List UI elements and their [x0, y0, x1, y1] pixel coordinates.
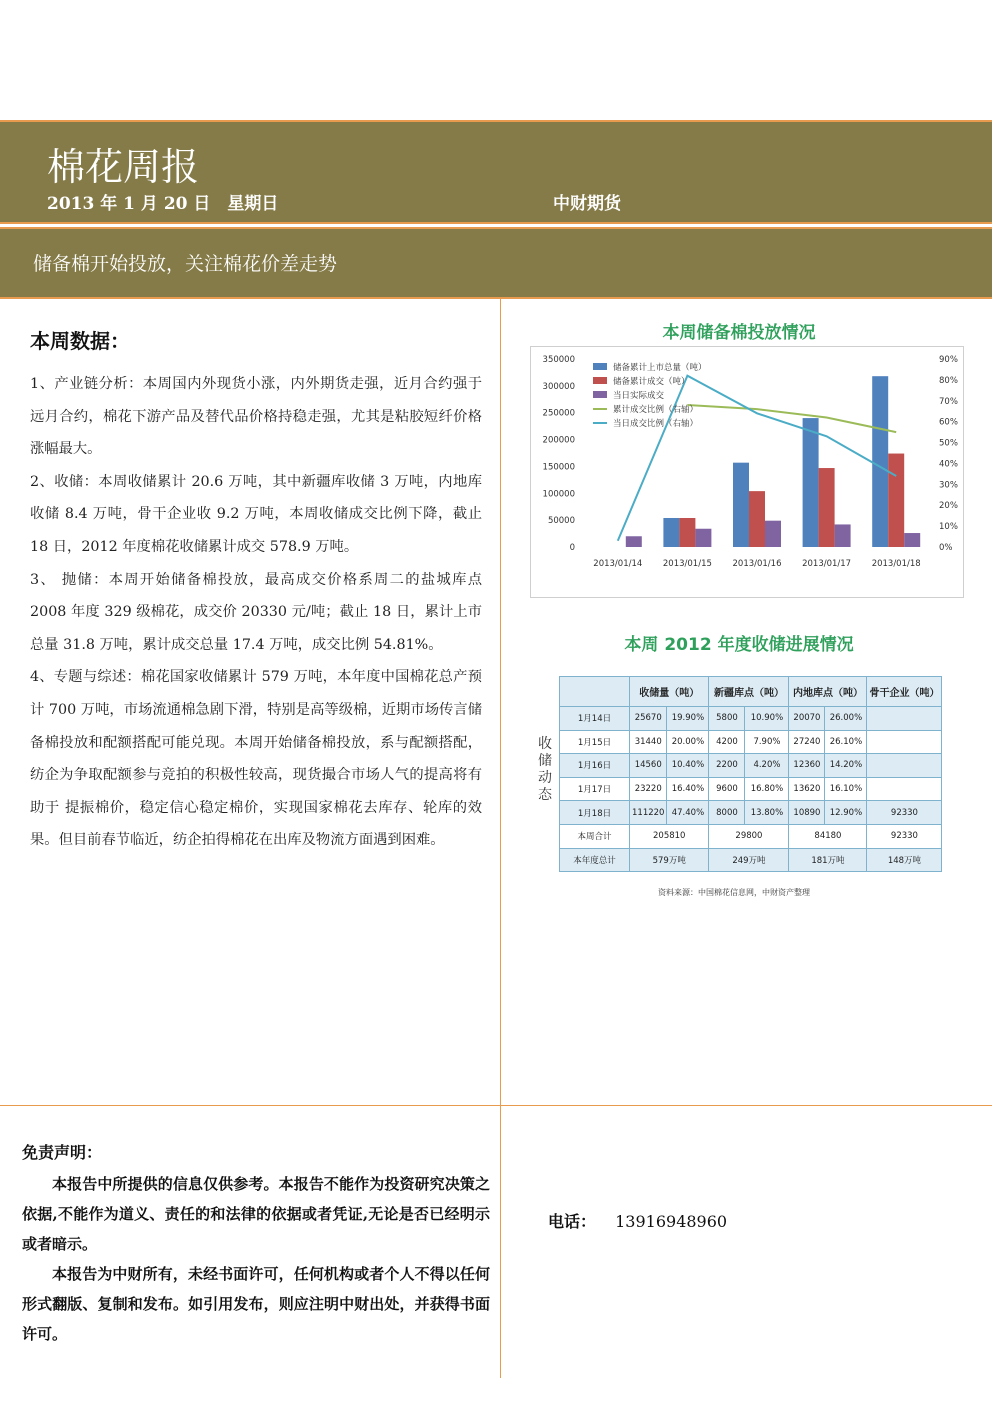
table-title: 本周 2012 年度收储进展情况 — [624, 635, 854, 655]
subtitle-bottom-line — [0, 297, 992, 299]
table-cell: 1月17日 — [560, 777, 630, 801]
table-source-note: 资料来源：中国棉花信息网，中财资产整理 — [658, 888, 810, 897]
y2-tick-label: 80% — [939, 375, 958, 386]
table-header-cell: 内地库点（吨） — [789, 677, 867, 707]
table-cell: 1月14日 — [560, 707, 630, 731]
table-cell: 92330 — [867, 824, 942, 848]
table-cell: 111220 — [630, 801, 667, 825]
table-cell: 13.80% — [745, 801, 789, 825]
column-divider — [500, 299, 501, 1105]
table-row — [560, 777, 942, 801]
table-cell: 8000 — [709, 801, 745, 825]
bar — [835, 524, 851, 547]
y-tick-label: 250000 — [542, 408, 575, 419]
table-cell: 12.90% — [825, 801, 867, 825]
table-cell: 27240 — [789, 730, 825, 754]
main-text-column — [30, 325, 482, 857]
y-tick-label: 350000 — [542, 355, 575, 365]
storage-progress-table — [559, 676, 942, 872]
bar — [904, 533, 920, 547]
paragraph-purchase-storage: 2、收储：本周收储累计 20.6 万吨，其中新疆库收储 3 万吨，内地库收储 8.4 万吨，骨干企业收 9.2 万吨，本周收储成交比例下降，截止 18 日，2012 年度棉花收储累计成交 578.9 万吨。 — [30, 473, 482, 555]
y2-tick-label: 60% — [939, 417, 958, 428]
disclaimer-heading: 免责声明： — [22, 1143, 103, 1162]
x-tick-label: 2013/01/15 — [662, 559, 712, 569]
reserve-release-chart — [530, 346, 964, 598]
legend-label: 累计成交比例（右轴） — [613, 405, 699, 415]
y2-tick-label: 90% — [939, 355, 958, 365]
legend-label: 储备累计上市总量（吨） — [613, 363, 707, 373]
side-label-char: 态 — [538, 787, 552, 803]
table-summary-row — [560, 824, 942, 848]
table-cell: 181万吨 — [789, 848, 867, 872]
x-tick-label: 2013/01/16 — [732, 559, 782, 569]
bar — [819, 468, 835, 547]
table-cell: 16.10% — [825, 777, 867, 801]
legend-swatch — [593, 391, 607, 398]
bar — [803, 418, 819, 547]
table-cell: 本周合计 — [560, 824, 630, 848]
table-row — [560, 754, 942, 778]
legend-swatch — [593, 377, 607, 384]
series-line — [687, 405, 896, 432]
table-cell: 1月18日 — [560, 801, 630, 825]
phone-label: 电话： — [548, 1212, 597, 1231]
y2-tick-label: 30% — [939, 480, 958, 491]
header-bottom-line — [0, 222, 992, 224]
chart-title: 本周储备棉投放情况 — [662, 323, 816, 343]
y-tick-label: 300000 — [542, 381, 575, 392]
table-cell — [867, 730, 942, 754]
table-cell: 1月15日 — [560, 730, 630, 754]
table-cell: 29800 — [709, 824, 789, 848]
legend-label: 储备累计成交（吨） — [613, 377, 690, 387]
table-row — [560, 707, 942, 731]
table-row — [560, 801, 942, 825]
bar — [663, 518, 679, 547]
table-cell: 本年度总计 — [560, 848, 630, 872]
legend-label: 当日成交比例（右轴） — [613, 419, 699, 429]
table-header-cell — [560, 677, 630, 707]
y2-tick-label: 0% — [939, 543, 953, 553]
table-cell: 4.20% — [745, 754, 789, 778]
legend-swatch — [593, 363, 607, 370]
report-headline: 储备棉开始投放，关注棉花价差走势 — [33, 253, 338, 275]
table-cell: 4200 — [709, 730, 745, 754]
side-label-char: 储 — [538, 753, 552, 769]
table-cell: 13620 — [789, 777, 825, 801]
table-cell: 16.40% — [667, 777, 709, 801]
y-tick-label: 100000 — [542, 489, 575, 500]
footer-top-line — [0, 1105, 992, 1106]
table-cell: 20.00% — [667, 730, 709, 754]
table-cell: 7.90% — [745, 730, 789, 754]
bar — [626, 536, 642, 547]
table-cell: 12360 — [789, 754, 825, 778]
report-date: 2013 年 1 月 20 日 星期日 — [47, 194, 279, 214]
table-cell: 10.90% — [745, 707, 789, 731]
table-cell: 31440 — [630, 730, 667, 754]
table-cell: 2200 — [709, 754, 745, 778]
chart-svg — [531, 347, 963, 597]
table-cell: 20070 — [789, 707, 825, 731]
footer-divider — [500, 1106, 501, 1378]
table-header-cell: 收储量（吨） — [630, 677, 709, 707]
phone-number: 13916948960 — [615, 1212, 728, 1231]
table-header-cell: 新疆库点（吨） — [709, 677, 789, 707]
table-cell: 19.90% — [667, 707, 709, 731]
y2-tick-label: 70% — [939, 396, 958, 407]
disclaimer-paragraph: 本报告为中财所有，未经书面许可，任何机构或者个人不得以任何形式翻版、复制和发布。如引用发布，则应注明中财出处，并获得书面许可。 — [22, 1265, 490, 1343]
paragraph-industry-chain: 1、产业链分析：本周国内外现货小涨，内外期货走强，近月合约强于远月合约，棉花下游产品及替代品价格持稳走强，尤其是粘胶短纤价格涨幅最大。 — [30, 376, 482, 458]
y2-tick-label: 50% — [939, 438, 958, 449]
table-cell — [867, 754, 942, 778]
table-cell: 84180 — [789, 824, 867, 848]
table-header-row — [560, 677, 942, 707]
y-tick-label: 0 — [569, 543, 575, 553]
table-cell: 16.80% — [745, 777, 789, 801]
table-cell: 9600 — [709, 777, 745, 801]
table-cell: 26.00% — [825, 707, 867, 731]
table-summary-row — [560, 848, 942, 872]
table-cell: 205810 — [630, 824, 709, 848]
table-cell: 14.20% — [825, 754, 867, 778]
bar — [695, 529, 711, 547]
x-tick-label: 2013/01/17 — [802, 559, 852, 569]
table-cell: 47.40% — [667, 801, 709, 825]
y2-tick-label: 20% — [939, 501, 958, 512]
table-cell: 579万吨 — [630, 848, 709, 872]
y-tick-label: 200000 — [542, 435, 575, 446]
bar — [679, 518, 695, 547]
table-cell: 1月16日 — [560, 754, 630, 778]
table-cell: 23220 — [630, 777, 667, 801]
table-cell: 5800 — [709, 707, 745, 731]
bar — [749, 491, 765, 547]
y2-tick-label: 10% — [939, 522, 958, 533]
table-cell: 148万吨 — [867, 848, 942, 872]
report-title: 棉花周报 — [47, 145, 200, 189]
bar — [872, 376, 888, 547]
paragraph-summary: 4、专题与综述：棉花国家收储累计 579 万吨，本年度中国棉花总产预计 700 万吨，市场流通棉急剧下滑，特别是高等级棉，近期市场传言储备棉投放和配额搭配可能兑现。本周开始储备棉投放，系与配额搭配，纺企为争取配额参与竞拍的积极性较高，现货撮合市场人气的提高将有助于 提振棉价，稳定信心稳定棉价，实现国家棉花去库存、轮库的效果。但目前春节临近，纺企拍得棉花在出库及物流方面遇到困难。 — [30, 669, 482, 849]
table-cell: 25670 — [630, 707, 667, 731]
table-header-cell: 骨干企业（吨） — [867, 677, 942, 707]
table-cell: 26.10% — [825, 730, 867, 754]
bar — [733, 463, 749, 547]
y-tick-label: 150000 — [542, 462, 575, 473]
contact-phone — [548, 1209, 727, 1232]
paragraph-reserve-release: 3、 抛储：本周开始储备棉投放，最高成交价格系周二的盐城库点 2008 年度 329 级棉花，成交价 20330 元/吨；截止 18 日，累计上市总量 31.8 万吨，累计成交总量 17.4 万吨，成交比例 54.81%。 — [30, 571, 482, 653]
side-label-char: 动 — [538, 770, 552, 786]
table-cell: 10890 — [789, 801, 825, 825]
legend-label: 当日实际成交 — [613, 391, 665, 401]
table-cell: 249万吨 — [709, 848, 789, 872]
bar — [765, 521, 781, 547]
y-tick-label: 50000 — [547, 516, 575, 527]
table-cell — [867, 707, 942, 731]
side-label-char: 收 — [538, 736, 552, 752]
report-company: 中财期货 — [553, 194, 621, 214]
y2-tick-label: 40% — [939, 459, 958, 470]
x-tick-label: 2013/01/14 — [593, 559, 643, 569]
table-row — [560, 730, 942, 754]
section-heading: 本周数据： — [30, 329, 130, 353]
table-cell: 10.40% — [667, 754, 709, 778]
table-cell: 14560 — [630, 754, 667, 778]
disclaimer — [22, 1140, 490, 1349]
bar — [888, 454, 904, 547]
table-cell: 92330 — [867, 801, 942, 825]
table-cell — [867, 777, 942, 801]
table-side-label — [531, 736, 559, 804]
disclaimer-paragraph: 本报告中所提供的信息仅供参考。本报告不能作为投资研究决策之依据,不能作为道义、责任的和法律的依据或者凭证,无论是否已经明示或者暗示。 — [22, 1175, 490, 1253]
x-tick-label: 2013/01/18 — [871, 559, 921, 569]
